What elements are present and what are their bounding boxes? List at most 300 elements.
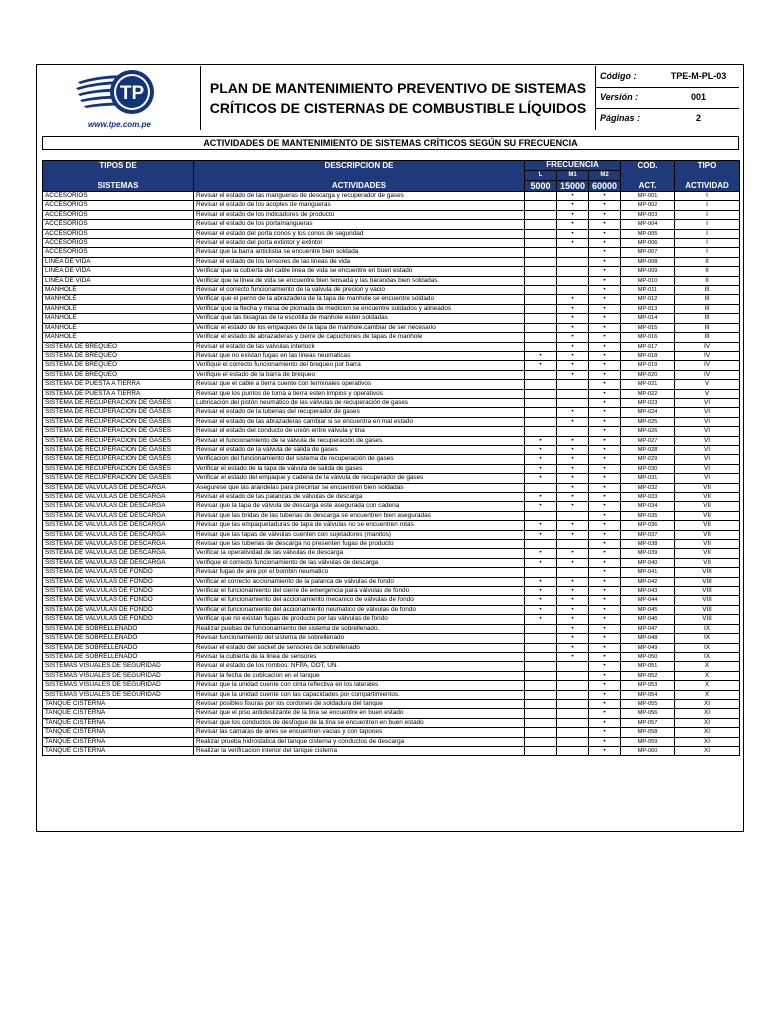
freq-m1-cell [557, 671, 589, 680]
document-title [200, 66, 596, 130]
system-cell: SISTEMA DE PUESTA A TIERRA [43, 380, 194, 389]
freq-l-cell [525, 257, 557, 266]
freq-m1-cell: • [557, 370, 589, 379]
type-cell: IX [675, 634, 740, 643]
table-row [43, 408, 740, 417]
table-row [43, 445, 740, 454]
table-row [43, 511, 740, 520]
system-cell: SISTEMA DE RECUPERACION DE GASES [43, 464, 194, 473]
freq-m1-cell [557, 380, 589, 389]
activity-cell: Revisar el funcionamiento de la válvula de recuperación de gases [194, 436, 525, 445]
freq-m2-cell: • [589, 709, 621, 718]
system-cell: TANQUE CISTERNA [43, 728, 194, 737]
col-header-tipos [43, 161, 194, 192]
freq-m2-cell: • [589, 248, 621, 257]
freq-m2-cell: • [589, 474, 621, 483]
freq-m2-cell: • [589, 493, 621, 502]
activity-cell: Revisar que el piso antideslizante de la tina se encuentre en buen estado [194, 709, 525, 718]
freq-l-cell [525, 229, 557, 238]
code-cell: MP-053 [621, 681, 675, 690]
table-row [43, 530, 740, 539]
code-cell: MP-047 [621, 624, 675, 633]
code-cell: MP-034 [621, 502, 675, 511]
freq-m2-cell: • [589, 568, 621, 577]
system-cell: SISTEMA DE RECUPERACION DE GASES [43, 455, 194, 464]
table-row [43, 370, 740, 379]
table-row [43, 577, 740, 586]
freq-m1-cell [557, 728, 589, 737]
type-cell: II [675, 276, 740, 285]
type-cell: V [675, 389, 740, 398]
section-title: ACTIVIDADES DE MANTENIMIENTO DE SISTEMAS CRÍTICOS SEGÚN SU FRECUENCIA [42, 136, 739, 150]
system-cell: SISTEMA DE VALVULAS DE DESCARGA [43, 483, 194, 492]
table-row [43, 737, 740, 746]
freq-l-cell [525, 624, 557, 633]
freq-m1-cell: • [557, 408, 589, 417]
type-cell: XI [675, 699, 740, 708]
type-cell: VIII [675, 568, 740, 577]
activity-cell: Revisar que la tapa de válvula de descarga este asegurada con cadena [194, 502, 525, 511]
type-cell: XI [675, 746, 740, 755]
type-cell: IV [675, 351, 740, 360]
activity-cell: Verificar el funcionamiento del accionamiento mecanico de válvulas de fondo [194, 596, 525, 605]
code-cell: MP-040 [621, 558, 675, 567]
table-row [43, 634, 740, 643]
freq-l-cell [525, 389, 557, 398]
table-row [43, 615, 740, 624]
meta-version-row [596, 87, 739, 109]
code-cell: MP-010 [621, 276, 675, 285]
table-row [43, 239, 740, 248]
code-cell: MP-024 [621, 408, 675, 417]
freq-l-cell: • [525, 615, 557, 624]
system-cell: SISTEMA DE VALVULAS DE FONDO [43, 568, 194, 577]
activity-cell: Verifique el estado de la barra de brequeo [194, 370, 525, 379]
freq-m2-cell: • [589, 577, 621, 586]
freq-l-cell [525, 728, 557, 737]
freq-m2-cell: • [589, 634, 621, 643]
freq-m2-cell: • [589, 314, 621, 323]
type-cell: III [675, 286, 740, 295]
freq-l-cell [525, 333, 557, 342]
type-cell: III [675, 304, 740, 313]
freq-m1-cell: • [557, 229, 589, 238]
freq-m2-cell: • [589, 239, 621, 248]
type-cell: I [675, 248, 740, 257]
code-cell: MP-044 [621, 596, 675, 605]
system-cell: SISTEMA DE PUESTA A TIERRA [43, 389, 194, 398]
activity-cell: Verificar la operatividad de las válvulas de descarga [194, 549, 525, 558]
freq-m2-cell: • [589, 286, 621, 295]
table-row [43, 351, 740, 360]
freq-m1-cell: • [557, 502, 589, 511]
type-cell: VIII [675, 587, 740, 596]
system-cell: LINEA DE VIDA [43, 267, 194, 276]
table-row [43, 361, 740, 370]
freq-m1-cell: • [557, 436, 589, 445]
freq-m2-cell: • [589, 662, 621, 671]
table-row [43, 248, 740, 257]
freq-m1-cell: • [557, 587, 589, 596]
table-row [43, 690, 740, 699]
table-row [43, 464, 740, 473]
freq-l-cell: • [525, 502, 557, 511]
activity-cell: Revisar que la unidad cuente con las capacidades por compartimientos. [194, 690, 525, 699]
code-cell: MP-023 [621, 398, 675, 407]
col-cod-line2: ACT. [638, 181, 657, 190]
freq-m2-cell: • [589, 201, 621, 210]
activity-cell: Revisar el estado de los acoples de mangueras [194, 201, 525, 210]
activity-cell: Verificar que no existan fugas de producto por las válvulas de fondo [194, 615, 525, 624]
system-cell: SISTEMAS VISUALES DE SEGURIDAD [43, 671, 194, 680]
table-row [43, 643, 740, 652]
table-row [43, 295, 740, 304]
code-cell: MP-006 [621, 239, 675, 248]
code-cell: MP-004 [621, 220, 675, 229]
code-cell: MP-054 [621, 690, 675, 699]
system-cell: TANQUE CISTERNA [43, 699, 194, 708]
freq-m2-cell: • [589, 652, 621, 661]
freq-l-cell [525, 220, 557, 229]
type-cell: I [675, 192, 740, 201]
system-cell: ACCESORIOS [43, 220, 194, 229]
system-cell: SISTEMA DE RECUPERACION DE GASES [43, 417, 194, 426]
freq-l-cell [525, 643, 557, 652]
table-row [43, 681, 740, 690]
activity-cell: Revisar que la unidad cuente con cinta reflectiva en los laterales [194, 681, 525, 690]
code-cell: MP-055 [621, 699, 675, 708]
freq-l-cell [525, 201, 557, 210]
activity-cell: Revisar el estado de los rombos: NFPA, DOT, UN. [194, 662, 525, 671]
code-cell: MP-009 [621, 267, 675, 276]
freq-l-cell [525, 699, 557, 708]
col-freq-m2: M2 [589, 170, 621, 180]
freq-m2-cell: • [589, 257, 621, 266]
code-cell: MP-041 [621, 568, 675, 577]
freq-m1-cell: • [557, 417, 589, 426]
freq-l-cell [525, 304, 557, 313]
freq-l-cell [525, 380, 557, 389]
type-cell: III [675, 333, 740, 342]
code-cell: MP-017 [621, 342, 675, 351]
freq-l-cell [525, 652, 557, 661]
freq-m1-cell: • [557, 455, 589, 464]
freq-l-cell [525, 540, 557, 549]
col-tipos-line1: TIPOS DE [99, 161, 137, 170]
activity-cell: Revisar el estado de los portamangueras [194, 220, 525, 229]
col-freq-m2-value: 60000 [589, 181, 621, 192]
freq-l-cell: • [525, 474, 557, 483]
activity-cell: Revisar que las empaquetaduras de tapa de válvulas no se encuentren rotas [194, 521, 525, 530]
logo-text: TP [119, 83, 145, 104]
table-row [43, 596, 740, 605]
type-cell: VI [675, 398, 740, 407]
freq-l-cell [525, 718, 557, 727]
freq-m1-cell [557, 662, 589, 671]
meta-pages-label: Páginas : [600, 113, 641, 123]
document-meta [596, 66, 739, 130]
code-cell: MP-014 [621, 314, 675, 323]
freq-l-cell [525, 192, 557, 201]
system-cell: TANQUE CISTERNA [43, 746, 194, 755]
system-cell: SISTEMA DE BREQUEO [43, 342, 194, 351]
table-row [43, 540, 740, 549]
col-freq-l-value: 5000 [525, 181, 557, 192]
freq-l-cell: • [525, 351, 557, 360]
freq-m2-cell: • [589, 605, 621, 614]
code-cell: MP-035 [621, 511, 675, 520]
table-row [43, 728, 740, 737]
col-freq-l: L [525, 170, 557, 180]
freq-m2-cell: • [589, 718, 621, 727]
type-cell: VI [675, 464, 740, 473]
code-cell: MP-001 [621, 192, 675, 201]
freq-m1-cell: • [557, 558, 589, 567]
meta-pages-value: 2 [695, 113, 701, 123]
code-cell: MP-059 [621, 737, 675, 746]
freq-l-cell [525, 286, 557, 295]
code-cell: MP-012 [621, 295, 675, 304]
freq-l-cell [525, 267, 557, 276]
freq-m2-cell: • [589, 737, 621, 746]
type-cell: XI [675, 718, 740, 727]
table-row [43, 652, 740, 661]
code-cell: MP-049 [621, 643, 675, 652]
system-cell: MANHOLE [43, 295, 194, 304]
freq-m1-cell [557, 511, 589, 520]
activity-cell: Verificar el estado de los empaques de la tapa de manhole,cambiar de ser necesario [194, 323, 525, 332]
activity-cell: Verificar que la flecha y mesa de plomada de medicion se encuentre soldados y alineados [194, 304, 525, 313]
system-cell: SISTEMA DE VALVULAS DE FONDO [43, 587, 194, 596]
freq-l-cell: • [525, 464, 557, 473]
col-freq-m1-value: 15000 [557, 181, 589, 192]
code-cell: MP-056 [621, 709, 675, 718]
system-cell: SISTEMA DE RECUPERACION DE GASES [43, 436, 194, 445]
activity-cell: Realizar prueba hidrostatica del tanque cisterna y conductos de descarga [194, 737, 525, 746]
activity-cell: Revisar el estado del conducto de unión entre válvula y tina [194, 427, 525, 436]
freq-m1-cell: • [557, 577, 589, 586]
system-cell: SISTEMA DE VALVULAS DE DESCARGA [43, 493, 194, 502]
system-cell: MANHOLE [43, 304, 194, 313]
table-row [43, 521, 740, 530]
system-cell: SISTEMA DE BREQUEO [43, 361, 194, 370]
freq-m2-cell: • [589, 229, 621, 238]
freq-m1-cell: • [557, 615, 589, 624]
code-cell: MP-037 [621, 530, 675, 539]
activity-cell: Revisar el estado de las mangueras de descarga y recuperador de gases [194, 192, 525, 201]
system-cell: MANHOLE [43, 314, 194, 323]
code-cell: MP-028 [621, 445, 675, 454]
table-row [43, 323, 740, 332]
activity-cell: Verificar que la linea de vida se encuentre bien tensada y las barandas bien soldadas [194, 276, 525, 285]
type-cell: IV [675, 342, 740, 351]
system-cell: SISTEMA DE SOBRELLENADO [43, 652, 194, 661]
freq-m1-cell: • [557, 445, 589, 454]
type-cell: VI [675, 436, 740, 445]
freq-l-cell: • [525, 436, 557, 445]
company-logo [42, 66, 200, 130]
freq-m1-cell: • [557, 201, 589, 210]
freq-m2-cell: • [589, 427, 621, 436]
activity-cell: Asegurese que las arandelas para precintar se encuentren bien soldadas [194, 483, 525, 492]
system-cell: SISTEMA DE VALVULAS DE DESCARGA [43, 511, 194, 520]
table-row [43, 220, 740, 229]
system-cell: SISTEMA DE VALVULAS DE FONDO [43, 577, 194, 586]
freq-m2-cell: • [589, 455, 621, 464]
code-cell: MP-038 [621, 540, 675, 549]
system-cell: SISTEMA DE VALVULAS DE DESCARGA [43, 521, 194, 530]
freq-m1-cell: • [557, 624, 589, 633]
meta-pages-row [596, 108, 739, 129]
freq-m1-cell [557, 248, 589, 257]
freq-m2-cell: • [589, 699, 621, 708]
freq-m2-cell: • [589, 398, 621, 407]
type-cell: II [675, 257, 740, 266]
freq-m2-cell: • [589, 483, 621, 492]
freq-m1-cell: • [557, 483, 589, 492]
system-cell: MANHOLE [43, 286, 194, 295]
activity-cell: Revisar posibles fisuras por los cordones de soldadura del tanque [194, 699, 525, 708]
freq-m2-cell: • [589, 681, 621, 690]
type-cell: I [675, 201, 740, 210]
table-row [43, 229, 740, 238]
freq-m1-cell [557, 540, 589, 549]
activity-cell: Verifique el correcto funcionamiento de las válvulas de descarga [194, 558, 525, 567]
table-row [43, 587, 740, 596]
freq-l-cell [525, 370, 557, 379]
freq-l-cell [525, 295, 557, 304]
code-cell: MP-015 [621, 323, 675, 332]
freq-m2-cell: • [589, 304, 621, 313]
system-cell: SISTEMA DE VALVULAS DE DESCARGA [43, 558, 194, 567]
activity-cell: Revisar el estado del porta conos y los conos de seguridad [194, 229, 525, 238]
type-cell: VIII [675, 596, 740, 605]
freq-m1-cell [557, 267, 589, 276]
system-cell: SISTEMAS VISUALES DE SEGURIDAD [43, 690, 194, 699]
freq-m2-cell: • [589, 389, 621, 398]
code-cell: MP-022 [621, 389, 675, 398]
type-cell: X [675, 681, 740, 690]
system-cell: TANQUE CISTERNA [43, 737, 194, 746]
code-cell: MP-052 [621, 671, 675, 680]
freq-m1-cell [557, 699, 589, 708]
system-cell: SISTEMA DE VALVULAS DE DESCARGA [43, 540, 194, 549]
table-row [43, 436, 740, 445]
code-cell: MP-042 [621, 577, 675, 586]
table-row [43, 314, 740, 323]
freq-m1-cell [557, 681, 589, 690]
system-cell: SISTEMA DE RECUPERACION DE GASES [43, 398, 194, 407]
system-cell: ACCESORIOS [43, 201, 194, 210]
col-tipos-line2: SISTEMAS [97, 181, 139, 190]
freq-l-cell [525, 248, 557, 257]
freq-m2-cell: • [589, 521, 621, 530]
freq-m1-cell: • [557, 530, 589, 539]
freq-m2-cell: • [589, 464, 621, 473]
freq-m1-cell [557, 427, 589, 436]
activity-cell: Verificar el estado del empaque y cadena de la válvula de recuperador de gases [194, 474, 525, 483]
system-cell: SISTEMA DE VALVULAS DE FONDO [43, 596, 194, 605]
col-desc-line1: DESCRIPCION DE [324, 161, 394, 170]
code-cell: MP-016 [621, 333, 675, 342]
meta-version-value: 001 [690, 92, 707, 102]
freq-l-cell: • [525, 605, 557, 614]
code-cell: MP-003 [621, 210, 675, 219]
system-cell: SISTEMAS VISUALES DE SEGURIDAD [43, 681, 194, 690]
type-cell: XI [675, 709, 740, 718]
system-cell: ACCESORIOS [43, 239, 194, 248]
table-row [43, 662, 740, 671]
activity-cell: Revisar el estado del socket de sensores de sobrellenado [194, 643, 525, 652]
freq-l-cell [525, 690, 557, 699]
type-cell: VII [675, 521, 740, 530]
table-row [43, 746, 740, 755]
freq-m1-cell [557, 286, 589, 295]
freq-m2-cell: • [589, 728, 621, 737]
document-header [42, 66, 739, 130]
freq-m2-cell: • [589, 615, 621, 624]
activity-cell: Revisar que las tapas de válvulas cuenten con sujetadores (manitos) [194, 530, 525, 539]
table-row [43, 427, 740, 436]
table-row [43, 398, 740, 407]
freq-m1-cell: • [557, 361, 589, 370]
system-cell: ACCESORIOS [43, 210, 194, 219]
table-row [43, 718, 740, 727]
activity-cell: Verificar el funcionamiento del accionamiento neumatico de válvulas de fondo [194, 605, 525, 614]
type-cell: IV [675, 361, 740, 370]
freq-l-cell [525, 483, 557, 492]
activity-cell: Verificar el estado de la tapa de válvula de salida de gases [194, 464, 525, 473]
type-cell: I [675, 229, 740, 238]
system-cell: SISTEMA DE VALVULAS DE FONDO [43, 615, 194, 624]
freq-m2-cell: • [589, 549, 621, 558]
type-cell: X [675, 662, 740, 671]
table-row [43, 624, 740, 633]
col-cod-line1: COD. [637, 161, 658, 170]
system-cell: TANQUE CISTERNA [43, 709, 194, 718]
type-cell: XI [675, 728, 740, 737]
freq-m2-cell: • [589, 502, 621, 511]
code-cell: MP-026 [621, 427, 675, 436]
system-cell: SISTEMA DE VALVULAS DE FONDO [43, 605, 194, 614]
activity-cell: Revisar la fecha de cubicacion en el tanque [194, 671, 525, 680]
table-row [43, 568, 740, 577]
type-cell: III [675, 314, 740, 323]
activity-cell: Revisar el estado de los tensores de las lineas de vida [194, 257, 525, 266]
freq-l-cell [525, 417, 557, 426]
freq-l-cell [525, 239, 557, 248]
system-cell: LINEA DE VIDA [43, 257, 194, 266]
freq-m1-cell: • [557, 464, 589, 473]
activity-cell: Revisar el estado de la tuberias del recuperador de gases [194, 408, 525, 417]
freq-m1-cell: • [557, 210, 589, 219]
col-tipo-line2: ACTIVIDAD [685, 181, 729, 190]
type-cell: XI [675, 737, 740, 746]
code-cell: MP-025 [621, 417, 675, 426]
code-cell: MP-020 [621, 370, 675, 379]
type-cell: VII [675, 493, 740, 502]
type-cell: IX [675, 643, 740, 652]
system-cell: SISTEMA DE RECUPERACION DE GASES [43, 427, 194, 436]
freq-l-cell [525, 671, 557, 680]
activity-cell: Revisar funcionamiento del sistema de sobrellenado [194, 634, 525, 643]
freq-l-cell: • [525, 361, 557, 370]
col-header-frecuencia: FRECUENCIA [525, 161, 621, 171]
freq-l-cell [525, 681, 557, 690]
type-cell: VI [675, 417, 740, 426]
code-cell: MP-060 [621, 746, 675, 755]
type-cell: VII [675, 483, 740, 492]
